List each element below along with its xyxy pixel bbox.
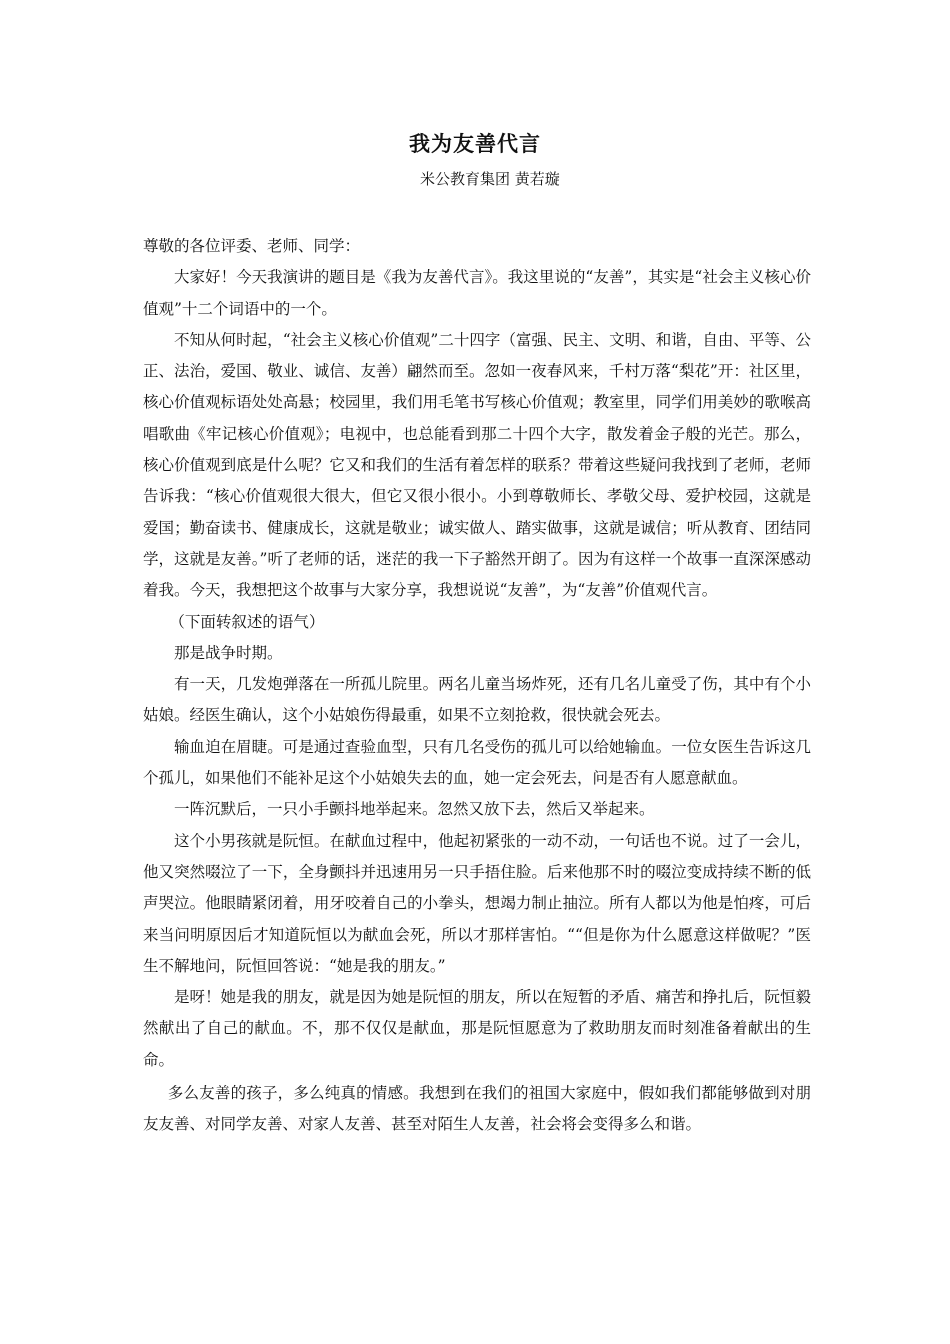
paragraph-orphanage: 有一天，几发炮弹落在一所孤儿院里。两名儿童当场炸死，还有几名儿童受了伤，其中有个小姑娘。经医生确认，这个小姑娘伤得最重，如果不立刻抢救，很快就会死去。 [143, 675, 811, 725]
paragraph-transfusion: 输血迫在眉睫。可是通过查验血型，只有几名受伤的孤儿可以给她输血。一位女医生告诉这几个孤儿，如果他们不能补足这个小姑娘失去的血，她一定会死去，问是否有人愿意献血。 [143, 737, 811, 788]
paragraph-friend: 是呀！她是我的朋友，就是因为她是阮恒的朋友，所以在短暂的矛盾、痛苦和挣扎后，阮恒毅然献出了自己的献血。不，那不仅仅是献血，那是阮恒愿意为了救助朋友而时刻准备着献出的生命。 [143, 988, 811, 1069]
paragraph-core-values: 不知从何时起，“社会主义核心价值观”二十四字（富强、民主、文明、和谐，自由、平等、公正、法治，爱国、敬业、诚信、友善）翩然而至。忽如一夜春风来，千村万落“梨花”开：社区里，核心价值观标语处处高悬；校园里，我们用毛笔书写核心价值观；教室里，同学们用美妙的歌喉高唱歌曲《牢记核心价值观》；电视中，也总能看到那二十四个大字，散发着金子般的光芒。那么，核心价值观到底是什么呢？它又和我们的生活有着怎样的联系？带着这些疑问我找到了老师，老师告诉我：“核心价值观很大很大，但它又很小很小。小到尊敬师长、孝敬父母、爱护校园，这就是爱国；勤奋读书、健康成长，这就是敬业；诚实做人、踏实做事，这就是诚信；听从教育、团结同学，这就是友善。”听了老师的话，迷茫的我一下子豁然开朗了。因为有这样一个故事一直深深感动着我。今天，我想把这个故事与大家分享，我想说说“友善”，为“友善”价值观代言。 [143, 330, 811, 600]
salutation: 尊敬的各位评委、老师、同学： [143, 237, 361, 255]
document-title: 我为友善代言 [409, 131, 541, 156]
paragraph-narration-note: （下面转叙述的语气） [169, 612, 325, 631]
paragraph-war-time: 那是战争时期。 [174, 643, 283, 662]
author-byline: 米公教育集团 黄若璇 [420, 170, 560, 188]
paragraph-conclusion: 多么友善的孩子，多么纯真的情感。我想到在我们的祖国大家庭中，假如我们都能够做到对朋友友善、对同学友善、对家人友善、甚至对陌生人友善，社会将会变得多么和谐。 [143, 1084, 811, 1134]
paragraph-silence: 一阵沉默后，一只小手颤抖地举起来。忽然又放下去，然后又举起来。 [174, 800, 655, 819]
paragraph-greeting: 大家好！今天我演讲的题目是《我为友善代言》。我这里说的“友善”，其实是“社会主义核心价值观”十二个词语中的一个。 [143, 268, 811, 318]
paragraph-ruan-heng: 这个小男孩就是阮恒。在献血过程中，他起初紧张的一动不动，一句话也不说。过了一会儿，他又突然啜泣了一下，全身颤抖并迅速用另一只手捂住脸。后来他那不时的啜泣变成持续不断的低声哭泣。他眼睛紧闭着，用牙咬着自己的小拳头，想竭力制止抽泣。所有人都以为他是怕疼，可后来当问明原因后才知道阮恒以为献血会死，所以才那样害怕。““但是你为什么愿意这样做呢？”医生不解地问，阮恒回答说：“她是我的朋友。” [143, 831, 811, 975]
document-body [143, 231, 811, 1141]
